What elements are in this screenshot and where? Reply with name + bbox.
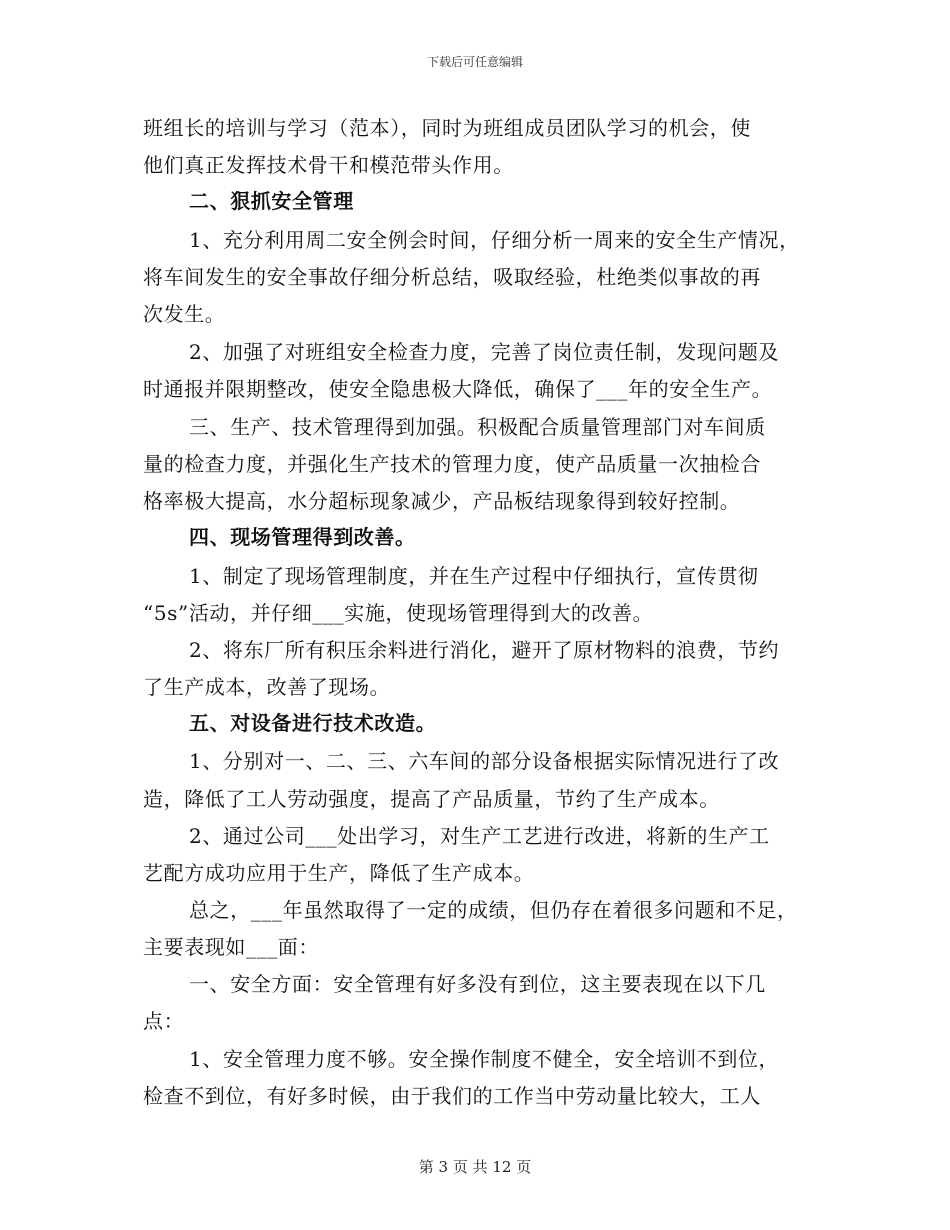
paragraph-line: 2、通过公司___处出学习，对生产工艺进行改进，将新的生产工 bbox=[189, 824, 770, 848]
paragraph-line: 1、分别对一、二、三、六车间的部分设备根据实际情况进行了改 bbox=[189, 749, 780, 773]
paragraph-line: 他们真正发挥技术骨干和模范带头作用。 bbox=[143, 153, 514, 177]
paragraph-line: 检查不到位，有好多时候，由于我们的工作当中劳动量比较大，工人 bbox=[143, 1084, 761, 1108]
section-heading: 五、对设备进行技术改造。 bbox=[189, 711, 437, 735]
paragraph-line: 将车间发生的安全事故仔细分析总结，吸取经验，杜绝类似事故的再 bbox=[143, 265, 761, 289]
section-heading: 四、现场管理得到改善。 bbox=[189, 525, 416, 549]
paragraph-line: 班组长的培训与学习（范本），同时为班组成员团队学习的机会，使 bbox=[143, 116, 751, 140]
page-header: 下载后可任意编辑 bbox=[426, 55, 523, 69]
paragraph-line: 2、将东厂所有积压余料进行消化，避开了原材物料的浪费，节约 bbox=[189, 638, 780, 662]
paragraph-line: 1、充分利用周二安全例会时间，仔细分析一周来的安全生产情况， bbox=[189, 228, 800, 252]
paragraph-line: 一、安全方面：安全管理有好多没有到位，这主要表现在以下几 bbox=[189, 972, 766, 996]
paragraph-line: 点： bbox=[143, 1009, 185, 1033]
paragraph-line: 三、生产、技术管理得到加强。积极配合质量管理部门对车间质 bbox=[189, 415, 766, 439]
paragraph-line: 造，降低了工人劳动强度，提高了产品质量，节约了生产成本。 bbox=[143, 787, 720, 811]
paragraph-line: 次发生。 bbox=[143, 302, 226, 326]
paragraph-line: 1、安全管理力度不够。安全操作制度不健全，安全培训不到位， bbox=[189, 1047, 780, 1071]
paragraph-line: “5s”活动，并仔细___实施，使现场管理得到大的改善。 bbox=[143, 601, 654, 625]
paragraph-line: 主要表现如___面： bbox=[143, 935, 319, 959]
paragraph-line: 1、制定了现场管理制度，并在生产过程中仔细执行，宣传贯彻 bbox=[189, 564, 759, 588]
paragraph-line: 时通报并限期整改，使安全隐患极大降低，确保了___年的安全生产。 bbox=[143, 377, 773, 401]
paragraph-line: 了生产成本，改善了现场。 bbox=[143, 675, 391, 699]
page-footer: 第 3 页 共 12 页 bbox=[418, 1158, 532, 1176]
section-heading: 二、狠抓安全管理 bbox=[189, 189, 354, 213]
paragraph-line: 艺配方成功应用于生产，降低了生产成本。 bbox=[143, 861, 535, 885]
paragraph-line: 格率极大提高，水分超标现象减少，产品板结现象得到较好控制。 bbox=[143, 489, 741, 513]
paragraph-line: 2、加强了对班组安全检查力度，完善了岗位责任制，发现问题及 bbox=[189, 340, 780, 364]
paragraph-line: 总之，___年虽然取得了一定的成绩，但仍存在着很多问题和不足， bbox=[189, 898, 798, 922]
paragraph-line: 量的检查力度，并强化生产技术的管理力度，使产品质量一次抽检合 bbox=[143, 452, 761, 476]
